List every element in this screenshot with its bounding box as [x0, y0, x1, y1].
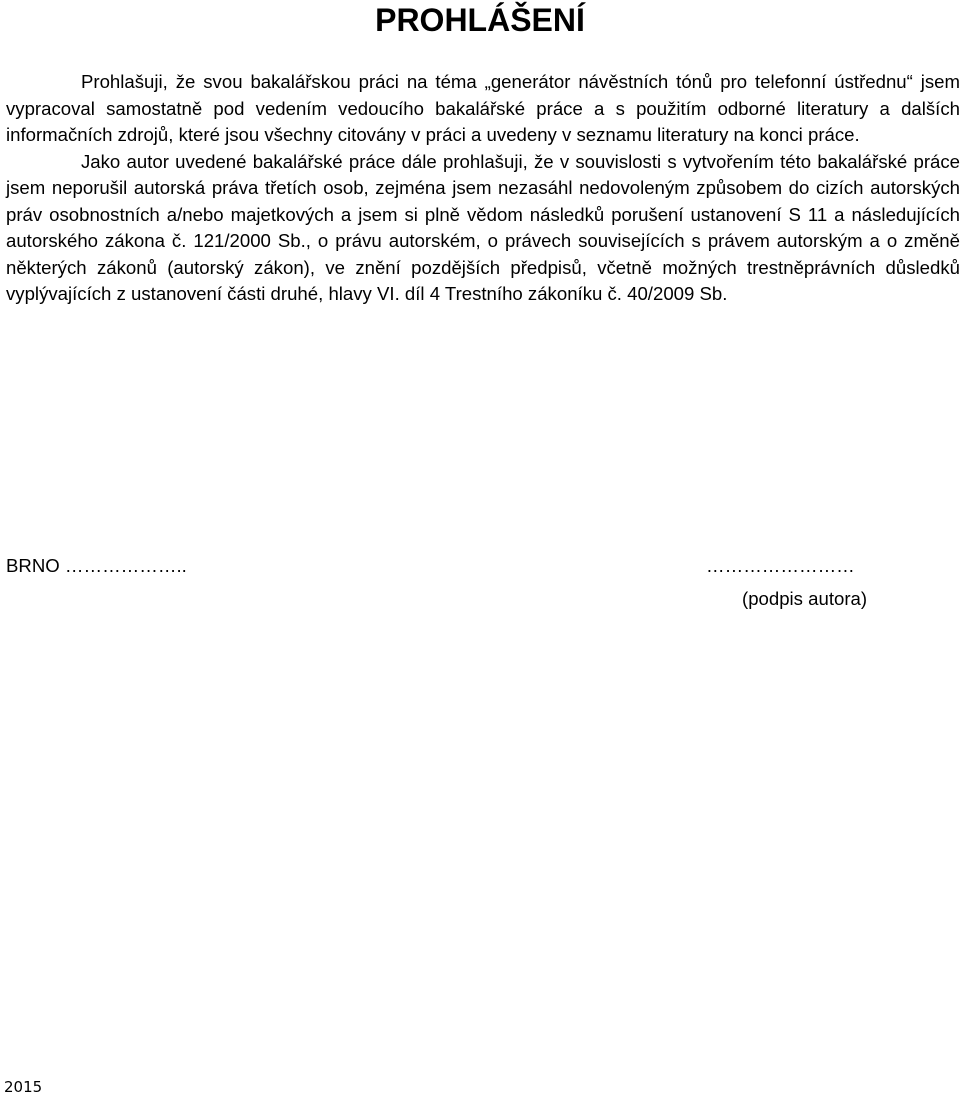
declaration-paragraph-2: Jako autor uvedené bakalářské práce dále prohlašuji, že v souvislosti s vytvořením této bakalářské práce jsem neporušil autorská práva třetích osob, zejména jsem nezasáhl nedovoleným způsobem do cizích autorských práv osobnostních a/nebo majetkových a jsem si plně vědom následků porušení ustanovení S 11 a následujících autorského zákona č. 121/2000 Sb., o právu autorském, o právech souvisejících s právem autorským a o změně některých zákonů (autorský zákon), ve znění pozdějších předpisů, včetně možných trestněprávních důsledků vyplývajících z ustanovení části druhé, hlavy VI. díl 4 Trestního zákoníku č. 40/2009 Sb.	[6, 150, 960, 304]
declaration-paragraph-1: Prohlašuji, že svou bakalářskou práci na téma „generátor návěstních tónů pro telefonní ústřednu“ jsem vypracoval samostatně pod vedením vedoucího bakalářské práce a s použitím odborné literatury a dalších informačních zdrojů, které jsou všechny citovány v práci a uvedeny v seznamu literatury na konci práce.	[6, 71, 960, 145]
place-date-line: BRNO ………………..	[6, 555, 187, 576]
page-title: PROHLÁŠENÍ	[375, 2, 585, 38]
signature-line: ……………………	[706, 555, 855, 576]
year-footer: 2015	[4, 1078, 43, 1096]
declaration-body	[6, 69, 960, 308]
signature-label: (podpis autora)	[742, 588, 868, 609]
